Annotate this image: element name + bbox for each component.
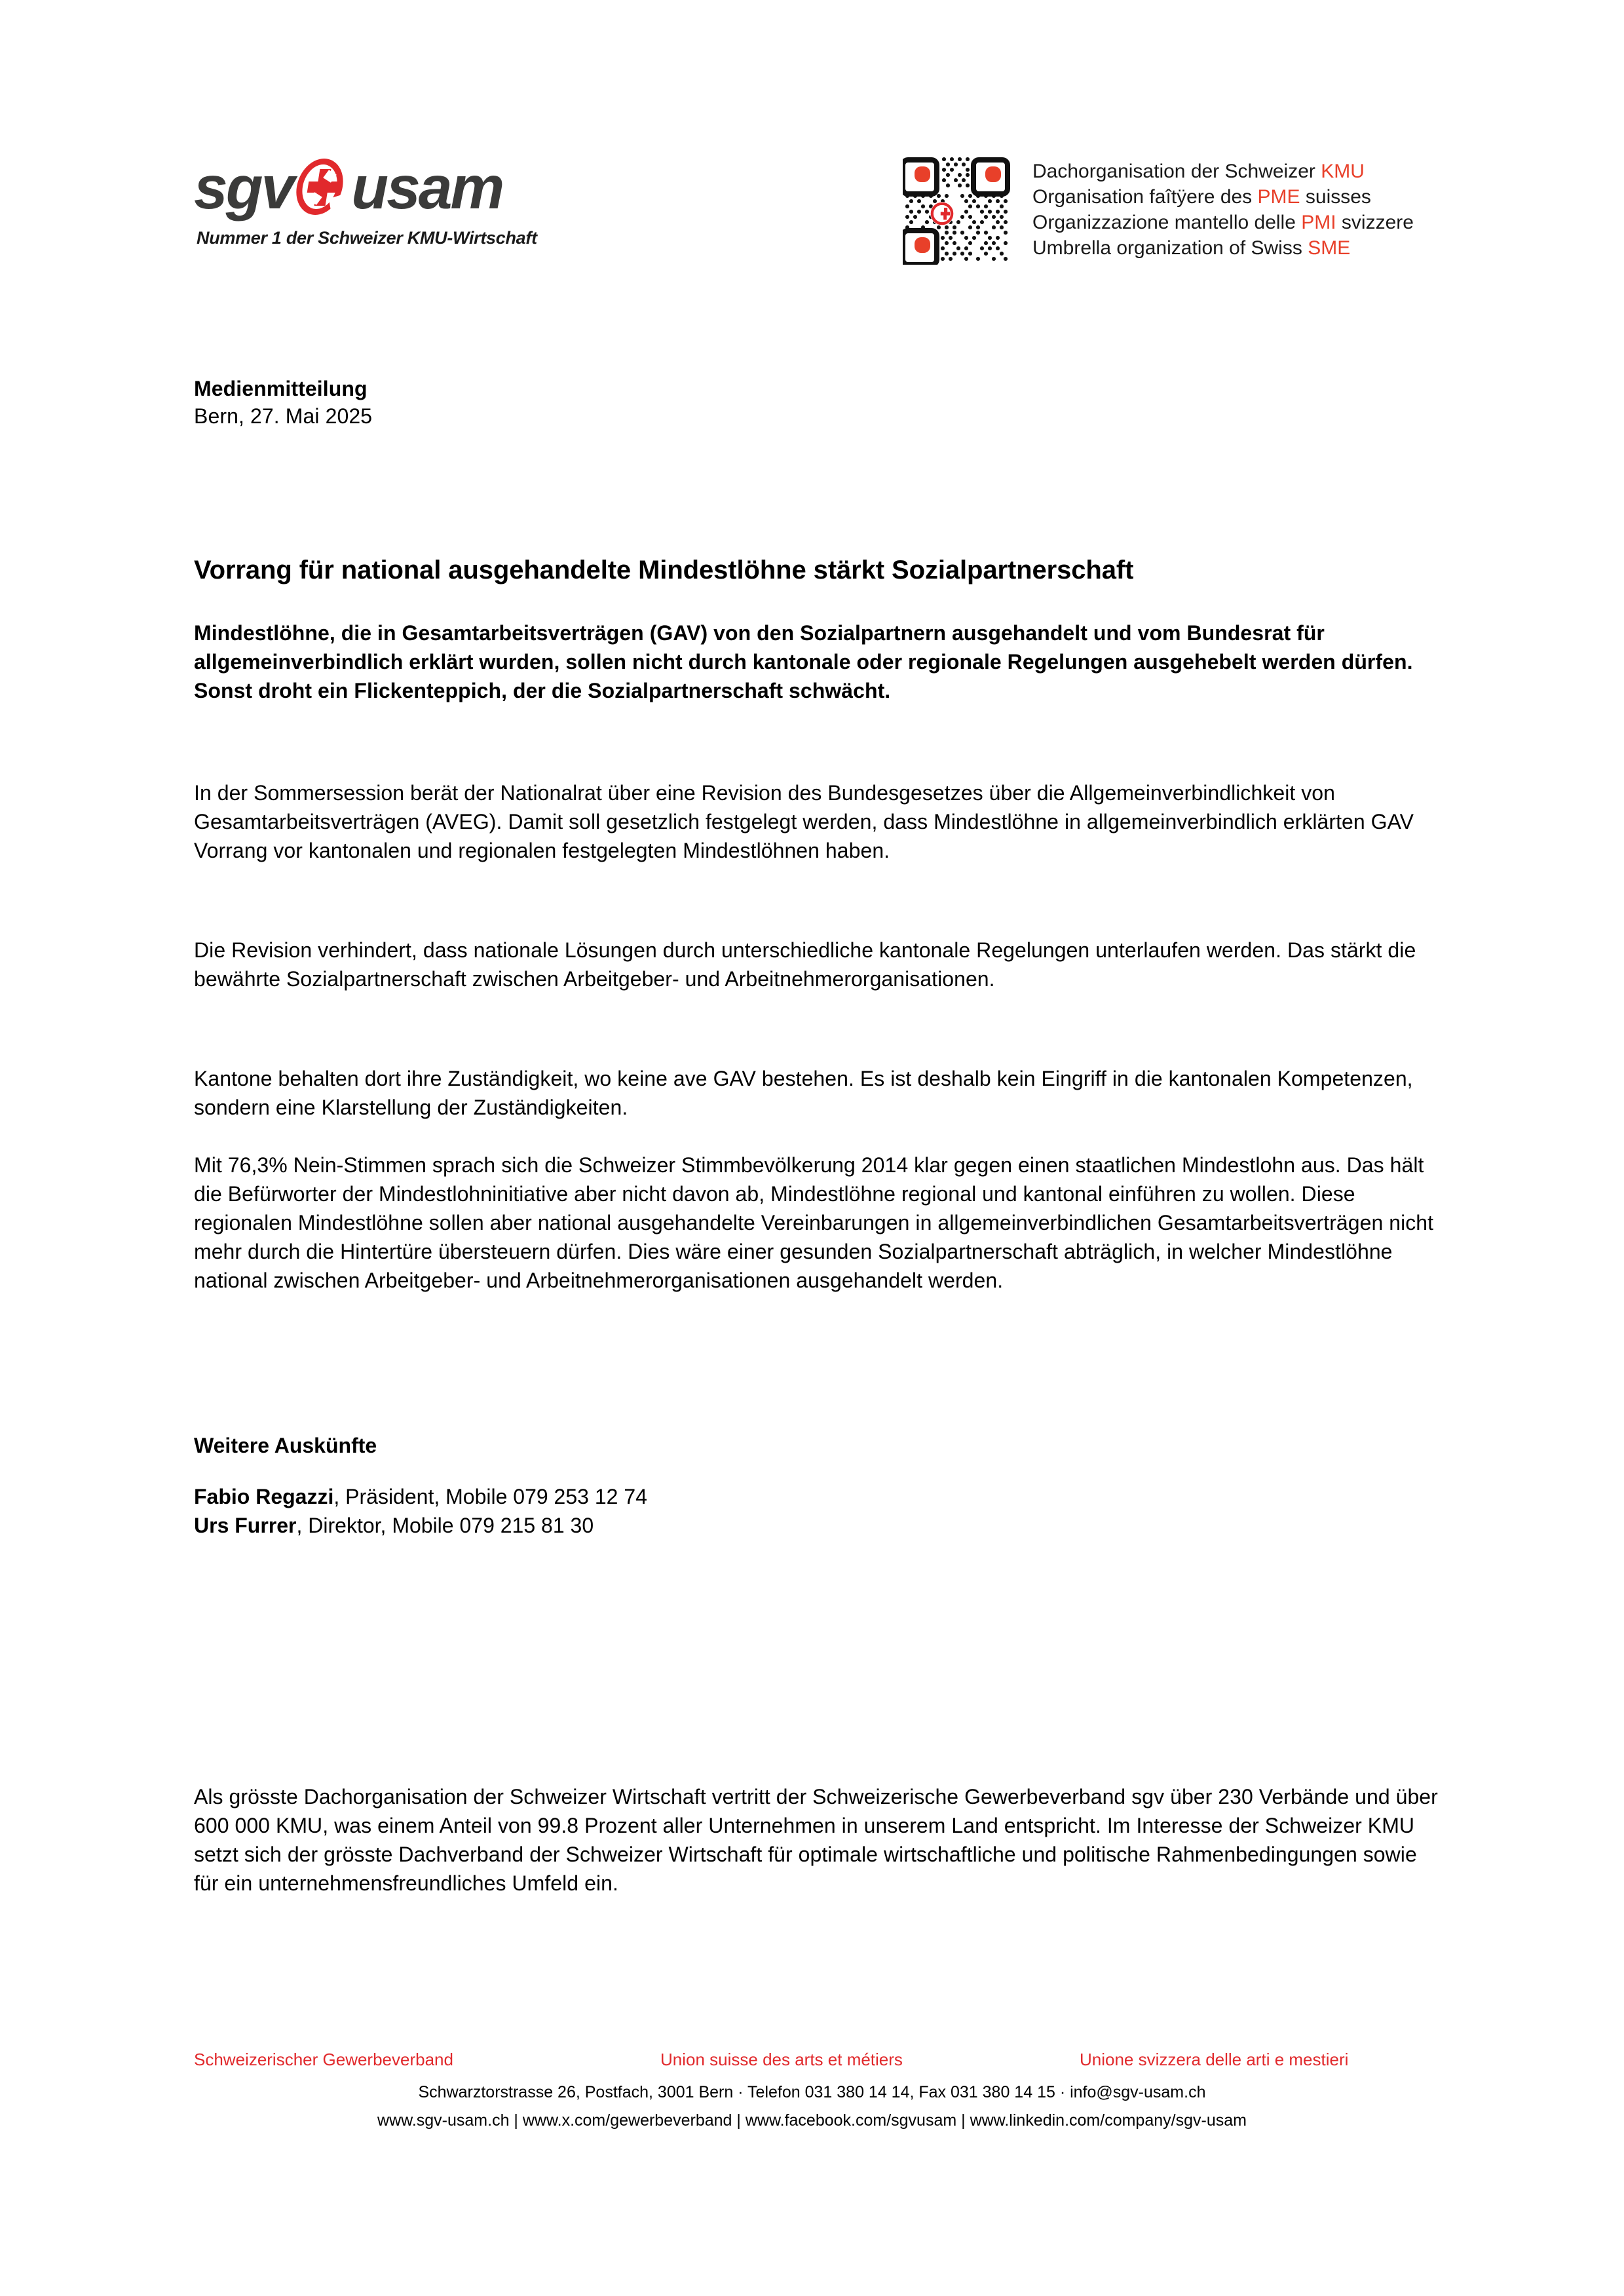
document-meta — [194, 375, 372, 430]
contact-details-president: , Präsident, Mobile 079 253 12 74 — [333, 1485, 647, 1508]
org-line-en — [1032, 235, 1414, 261]
about-organization-paragraph: Als grösste Dachorganisation der Schweizer Wirtschaft vertritt der Schweizerische Gewerbeverband sgv über 230 Verbände und über 600 000 KMU, was einem Anteil von 99.8 Prozent aller Unternehmen in unserem Land entspricht. Im Interesse der Schweizer KMU setzt sich der grösste Dachverband der Schweizer Wirtschaft für optimale wirtschaftliche und politische Rahmenbedingungen sowie für ein unternehmensfreundliches Umfeld ein. — [194, 1785, 1438, 1895]
document-header — [0, 143, 1624, 294]
footer-org-de: Schweizerischer Gewerbeverband — [194, 2050, 453, 2069]
footer-address-line: Schwarztorstrasse 26, Postfach, 3001 Bern · Telefon 031 380 14 14, Fax 031 380 14 15 · info@sgv-usam.ch — [418, 2083, 1206, 2101]
org-line-de-accent: KMU — [1321, 161, 1365, 182]
contact-heading: Weitere Auskünfte — [194, 1434, 377, 1457]
document-type-label: Medienmitteilung — [194, 377, 368, 400]
contact-person-director — [194, 1511, 647, 1540]
sgv-usam-logo — [194, 153, 600, 248]
footer-org-fr: Union suisse des arts et métiers — [660, 2050, 903, 2069]
body-paragraph-1: In der Sommersession berät der Nationalrat über eine Revision des Bundesgesetzes über die Allgemeinverbindlichkeit von Gesamtarbeitsverträgen (AVEG). Damit soll gesetzlich festgelegt werden, dass Mindestlöhne in allgemeinverbindlich erklärten GAV Vorrang vor kantonalen und regionalen festgelegten Mindestlöhnen haben. — [194, 781, 1414, 862]
org-line-fr-accent: PME — [1257, 186, 1300, 208]
org-line-fr-suffix: suisses — [1300, 186, 1371, 208]
footer-links-line[interactable]: www.sgv-usam.ch | www.x.com/gewerbeverband | www.facebook.com/sgvusam | www.linkedin.com/company/sgv-usam — [377, 2111, 1247, 2130]
body-paragraph-2: Die Revision verhindert, dass nationale Lösungen durch unterschiedliche kantonale Regelungen unterlaufen werden. Das stärkt die bewährte Sozialpartnerschaft zwischen Arbeitgeber- und Arbeitnehmerorganisationen. — [194, 938, 1416, 991]
contact-list — [194, 1482, 647, 1540]
logo-text-usam: usam — [351, 153, 503, 221]
footer-org-it: Unione svizzera delle arti e mestieri — [1080, 2050, 1349, 2069]
logo-text-sgv: sgv — [194, 153, 293, 221]
org-line-de — [1032, 159, 1414, 184]
page-title: Vorrang für national ausgehandelte Mindestlöhne stärkt Sozialpartnerschaft — [194, 555, 1134, 584]
footer-organization-names — [0, 2050, 1624, 2078]
lead-paragraph: Mindestlöhne, die in Gesamtarbeitsverträgen (GAV) von den Sozialpartnern ausgehandelt und vom Bundesrat für allgemeinverbindlich erklärt wurden, sollen nicht durch kantonale oder regionale Regelungen ausgehebelt werden dürfen. Sonst droht ein Flickenteppich, der die Sozialpartnerschaft schwächt. — [194, 621, 1413, 702]
swiss-cross-oval-icon — [295, 157, 350, 218]
contact-person-president — [194, 1482, 647, 1511]
org-line-en-prefix: Umbrella organization of Swiss — [1032, 237, 1308, 259]
body-paragraph-3: Kantone behalten dort ihre Zuständigkeit, wo keine ave GAV bestehen. Es ist deshalb kein Eingriff in die kantonalen Kompetenzen, sondern eine Klarstellung der Zuständigkeiten. — [194, 1067, 1413, 1119]
qr-code-icon[interactable] — [903, 155, 1013, 265]
logo-tagline: Nummer 1 der Schweizer KMU-Wirtschaft — [197, 228, 537, 248]
org-line-en-accent: SME — [1308, 237, 1351, 259]
organization-name-lines — [1032, 155, 1414, 261]
contact-name-director: Urs Furrer — [194, 1514, 297, 1537]
contact-name-president: Fabio Regazzi — [194, 1485, 334, 1508]
place-and-date: Bern, 27. Mai 2025 — [194, 404, 373, 428]
qr-and-org-names — [903, 155, 1414, 265]
org-line-fr — [1032, 184, 1414, 210]
contact-details-director: , Direktor, Mobile 079 215 81 30 — [296, 1514, 594, 1537]
body-paragraph-4: Mit 76,3% Nein-Stimmen sprach sich die Schweizer Stimmbevölkerung 2014 klar gegen einen staatlichen Mindestlohn aus. Das hält die Befürworter der Mindestlohninitiative aber nicht davon ab, Mindestlöhne regional und kantonal einführen zu wollen. Diese regionalen Mindestlöhne sollen aber national ausgehandelte Vereinbarungen in allgemeinverbindlichen Gesamtarbeitsverträgen nicht mehr durch die Hintertüre übersteuern dürfen. Dies wäre einer gesunden Sozialpartnerschaft abträglich, in welcher Mindestlöhne national zwischen Arbeitgeber- und Arbeitnehmerorganisationen ausgehandelt werden. — [194, 1153, 1434, 1292]
org-line-fr-prefix: Organisation faîtÿere des — [1032, 186, 1258, 208]
org-line-it-suffix: svizzere — [1336, 212, 1414, 233]
org-line-de-prefix: Dachorganisation der Schweizer — [1032, 161, 1321, 182]
org-line-it — [1032, 210, 1414, 235]
org-line-it-prefix: Organizzazione mantello delle — [1032, 212, 1302, 233]
document-footer — [0, 2050, 1624, 2135]
logo-wordmark-row — [194, 153, 600, 221]
org-line-it-accent: PMI — [1301, 212, 1336, 233]
